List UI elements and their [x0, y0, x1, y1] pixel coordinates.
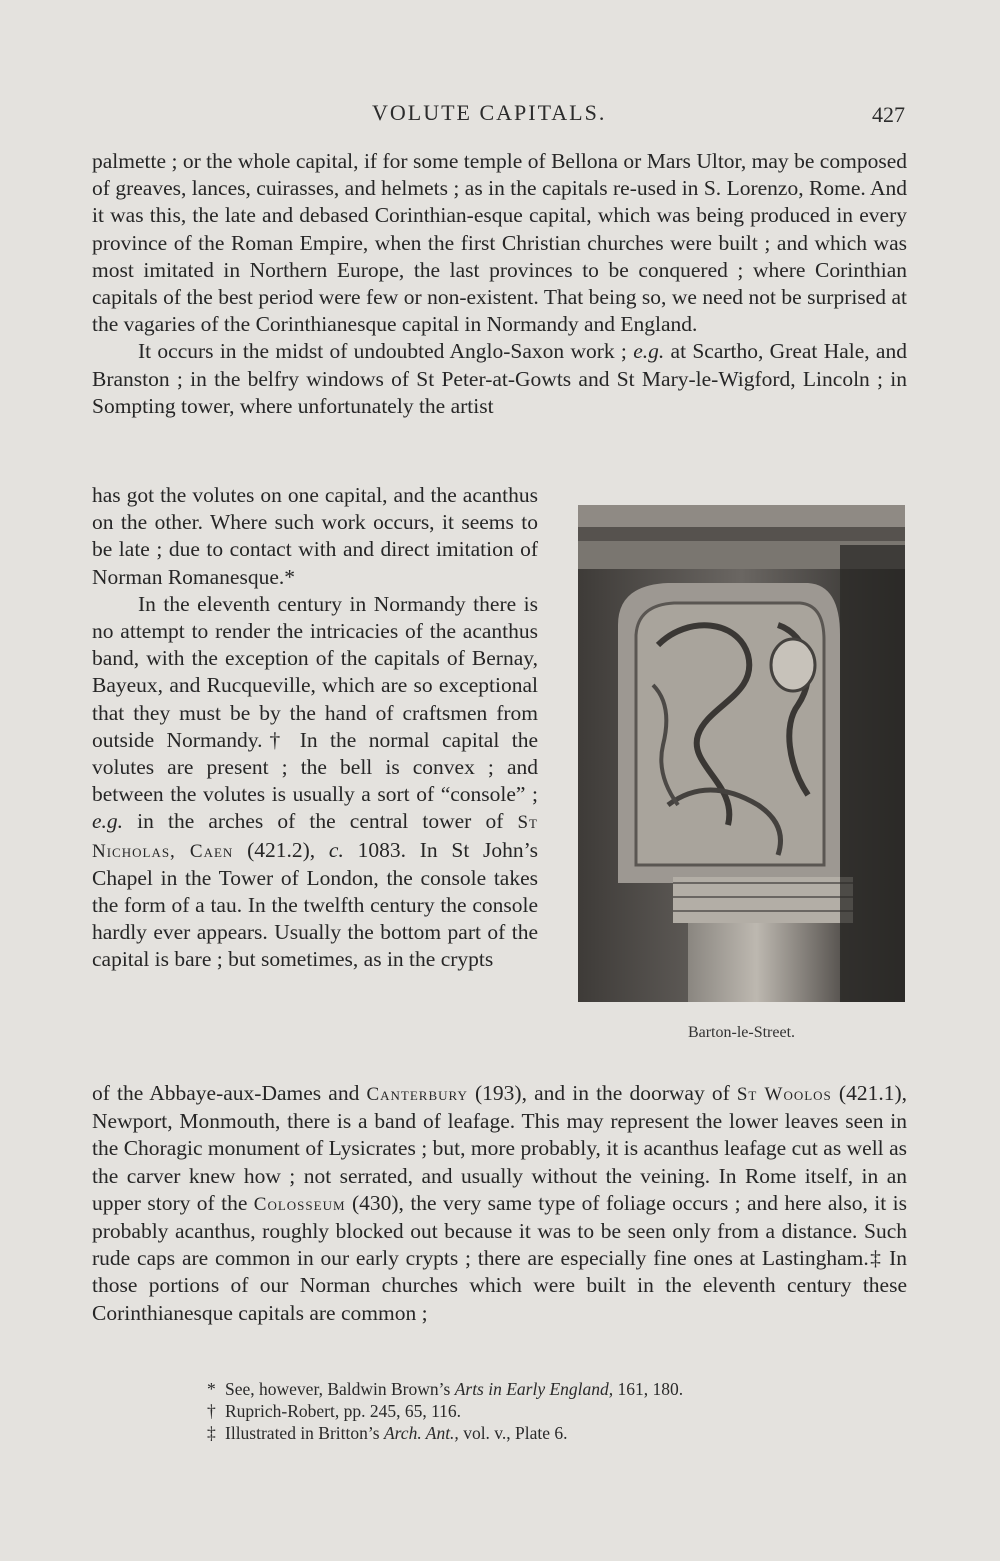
ref-st-woolos: St Woolos [736, 1084, 832, 1105]
footnotes [207, 1378, 847, 1444]
top-text-block [92, 148, 907, 420]
paragraph-eleventh-century: In the eleventh century in Normandy there is no attempt to render the intricacies of the acanthus band, with the exception of the capitals of Bernay, Bayeux, and Rucqueville, which are so exceptional that they must be by the hand of craftsmen from outside Normandy.† In the normal capital the volutes are present ; the bell is convex ; and between the volutes is usually a sort of “console” ; e.g. in the arches of the central tower of St Nicholas, Caen (421.2), c. 1083. In St John’s Chapel in the Tower of London, the console takes the form of a tau. In the twelfth century the console hardly ever appears. Usually the bottom part of the capital is bare ; but sometimes, as in the crypts [92, 591, 538, 972]
paragraph-continued: palmette ; or the whole capital, if for some temple of Bellona or Mars Ultor, may be composed of greaves, lances, cuirasses, and helmets ; as in the capitals re-used in S. Lorenzo, Rome. And it was this, the late and debased Corinthian-esque capital, which was being produced in every province of the Roman Empire, when the first Christian churches were built ; and which was most imitated in Northern Europe, the last provinces to be conquered ; where Corinthian capitals of the best period were few or non-existent. That being so, we need not be surprised at the vagaries of the Corinthianesque capital in Normandy and England. [92, 149, 907, 337]
footnote-2: † Ruprich-Robert, pp. 245, 65, 116. [207, 1401, 462, 1421]
paragraph-anglo-saxon: It occurs in the midst of undoubted Anglo-Saxon work ; e.g. at Scartho, Great Hale, and Branston ; in the belfry windows of St Peter-at-Gowts and St Mary-le-Wigford, Lincoln ; in Sompting tower, where unfortunately the artist [92, 339, 907, 418]
footnote-1: * See, however, Baldwin Brown’s Arts in Early England, 161, 180. [207, 1379, 684, 1399]
column-text-block [92, 482, 538, 974]
figure-caption: Barton-le-Street. [687, 1024, 796, 1041]
capital-photograph [578, 505, 905, 1002]
ref-colosseum: Colosseum [253, 1193, 346, 1215]
footnote-3: ‡ Illustrated in Britton’s Arch. Ant., vol. v., Plate 6. [207, 1423, 568, 1443]
paragraph-leafage: of the Abbaye-aux-Dames and Canterbury (193), and in the doorway of St Woolos (421.1), Newport, Monmouth, there is a band of leafage. This may represent the lower leaves seen in the Choragic monument of Lysicrates ; but, more probably, it is acanthus leafage cut as well as the carver knew how ; not serrated, and usually without the veining. In Rome itself, in an upper story of the Colosseum (430), the very same type of foliage occurs ; and here also, it is probably acanthus, roughly blocked out because it was to be seen only from a distance. Such rude caps are common in our early crypts ; there are especially fine ones at Lastingham.‡ In those portions of our Norman churches which were built in the eleventh century these Corinthianesque capitals are common ; [92, 1081, 907, 1325]
bottom-text-block [92, 1080, 907, 1327]
running-head [0, 100, 1000, 134]
running-title: VOLUTE CAPITALS. [372, 100, 607, 125]
page-number: 427 [872, 102, 905, 127]
carved-capital-image [578, 505, 905, 1002]
paragraph-anglo-saxon-cont: has got the volutes on one capital, and the acanthus on the other. Where such work occurs, it seems to be late ; due to contact with and direct imitation of Norman Romanesque.* [92, 483, 538, 589]
ref-canterbury: Canterbury [366, 1084, 468, 1105]
ref-st-nicholas-caen: St Nicholas, Caen [92, 812, 538, 862]
